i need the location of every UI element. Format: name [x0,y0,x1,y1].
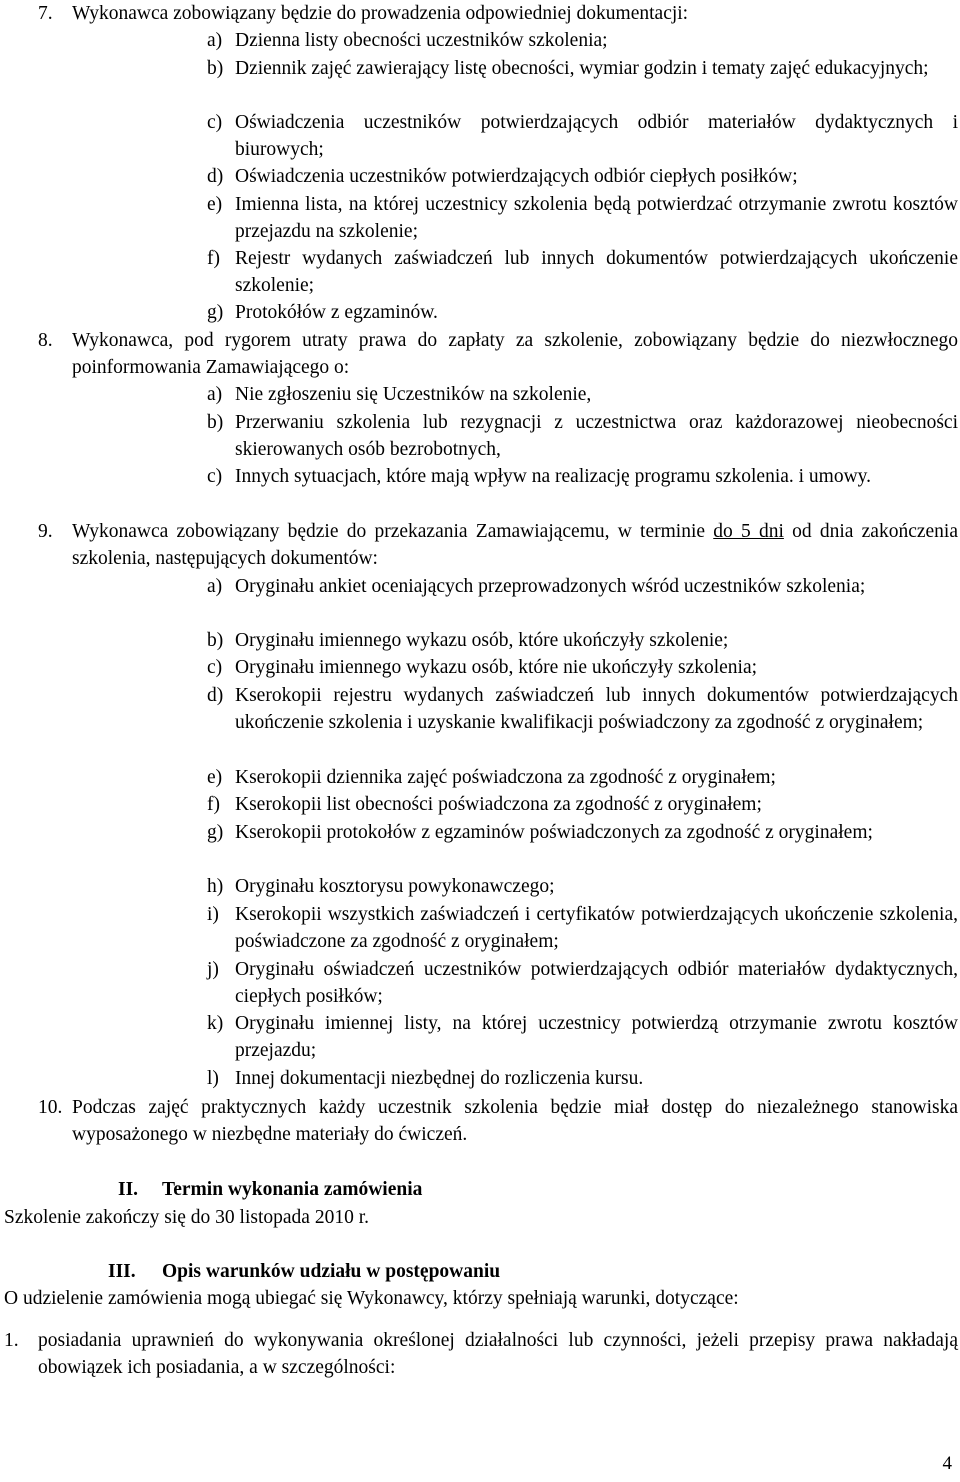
list-label: f) [207,794,220,815]
list-text: Nie zgłoszeniu się Uczestników na szkolenie, [235,384,592,405]
list-text: Imienna lista, na której uczestnicy szkolenia będą potwierdzać otrzymanie zwrotu kosztów przejazdu na szkolenie; [235,194,958,242]
list-text: Oryginału imiennego wykazu osób, które ukończyły szkolenie; [235,630,729,651]
list-item [207,381,958,408]
list-text: Rejestr wydanych zaświadczeń lub innych dokumentów potwierdzających ukończenie szkolenie; [235,248,958,296]
list-label: a) [207,30,223,51]
list-label: k) [207,1013,224,1034]
list-label: g) [207,822,224,843]
section-7-title: Wykonawca zobowiązany będzie do prowadzenia odpowiedniej dokumentacji: [72,3,689,24]
list-label: c) [207,466,223,487]
list-text: Kserokopii wszystkich zaświadczeń i certyfikatów potwierdzających ukończenie szkolenia, poświadczone za zgodność z oryginałem; [235,904,958,952]
part-ii-roman: II. [118,1179,139,1200]
list-label: b) [207,412,224,433]
section-8-number: 8. [38,330,53,351]
part-iii-point-number: 1. [4,1330,19,1351]
page-number: 4 [942,1453,952,1474]
list-label: i) [207,904,219,925]
section-10-number: 10. [38,1097,63,1118]
list-text: Kserokopii dziennika zajęć poświadczona za zgodność z oryginałem; [235,767,776,788]
list-item [207,764,958,791]
list-item [207,27,958,54]
list-label: l) [207,1068,219,1089]
list-text: Oryginału imiennej listy, na której uczestnicy potwierdzą otrzymanie zwrotu kosztów przejazdu; [235,1013,958,1061]
list-text: Oryginału kosztorysu powykonawczego; [235,876,555,897]
list-text: Oryginału oświadczeń uczestników potwierdzających odbiór materiałów dydaktycznych, ciepłych posiłków; [235,959,958,1007]
list-text: Kserokopii protokołów z egzaminów poświadczonych za zgodność z oryginałem; [235,822,873,843]
list-text: Przerwaniu szkolenia lub rezygnacji z uczestnictwa oraz każdorazowej nieobecności skierowanych osób bezrobotnych, [235,412,958,460]
list-item [207,163,958,190]
part-ii-heading: Termin wykonania zamówienia [162,1179,423,1200]
list-item [207,245,958,299]
part-iii-text: O udzielenie zamówienia mogą ubiegać się Wykonawcy, którzy spełniają warunki, dotyczące: [4,1288,739,1309]
list-label: a) [207,576,223,597]
list-text: Oryginału imiennego wykazu osób, które nie ukończyły szkolenia; [235,657,758,678]
list-label: g) [207,302,224,323]
list-label: e) [207,767,223,788]
list-item [207,55,958,82]
list-text: Oświadczenia uczestników potwierdzających odbiór materiałów dydaktycznych i biurowych; [235,112,958,160]
list-label: c) [207,112,223,133]
list-text: Innej dokumentacji niezbędnej do rozliczenia kursu. [235,1068,644,1089]
list-item [207,1010,958,1064]
list-item [207,956,958,1010]
list-text: Dziennik zajęć zawierający listę obecności, wymiar godzin i tematy zajęć edukacyjnych; [235,58,929,79]
list-text: Dzienna listy obecności uczestników szkolenia; [235,30,608,51]
deadline-underlined: do 5 dni [713,521,784,542]
list-label: c) [207,657,223,678]
section-9-title-start: Wykonawca zobowiązany będzie do przekazania Zamawiającemu, w terminie [72,521,714,542]
list-text: Kserokopii list obecności poświadczona za zgodność z oryginałem; [235,794,762,815]
part-ii-text: Szkolenie zakończy się do 30 listopada 2010 r. [4,1207,369,1228]
list-item [207,819,958,846]
list-item [207,463,958,490]
list-item [207,573,958,600]
list-text: Protokółów z egzaminów. [235,302,438,323]
part-iii-roman: III. [108,1261,136,1282]
list-label: h) [207,876,224,897]
list-item [207,873,958,900]
section-8-title: Wykonawca, pod rygorem utraty prawa do zapłaty za szkolenie, zobowiązany będzie do niezwłocznego poinformowania Zamawiającego o: [72,330,958,378]
part-iii-heading: Opis warunków udziału w postępowaniu [162,1261,501,1282]
list-item [207,299,958,326]
section-10-text: Podczas zajęć praktycznych każdy uczestnik szkolenia będzie miał dostęp do niezależnego stanowiska wyposażonego w niezbędne materiały do ćwiczeń. [72,1097,958,1145]
list-label: b) [207,630,224,651]
list-item [207,682,958,736]
list-text: Innych sytuacjach, które mają wpływ na realizację programu szkolenia. i umowy. [235,466,872,487]
list-item [207,791,958,818]
list-label: b) [207,58,224,79]
list-item [207,409,958,463]
list-label: f) [207,248,220,269]
list-label: d) [207,166,224,187]
list-label: a) [207,384,223,405]
section-9-title-end: od dnia zakończenia szkolenia, następujących dokumentów: [72,521,959,569]
section-9-number: 9. [38,521,53,542]
list-item [207,1065,958,1092]
section-9-title [72,518,958,572]
list-text: Oryginału ankiet oceniających przeprowadzonych wśród uczestników szkolenia; [235,576,866,597]
list-item [207,654,958,681]
list-item [207,191,958,245]
list-text: Kserokopii rejestru wydanych zaświadczeń lub innych dokumentów potwierdzających ukończenie szkolenia i uzyskanie kwalifikacji poświadczony za zgodność z oryginałem; [235,685,958,733]
section-7-number: 7. [38,3,53,24]
list-label: e) [207,194,223,215]
list-label: d) [207,685,224,706]
list-text: Oświadczenia uczestników potwierdzających odbiór ciepłych posiłków; [235,166,798,187]
list-label: j) [207,959,219,980]
part-iii-point-text: posiadania uprawnień do wykonywania określonej działalności lub czynności, jeżeli przepisy prawa nakładają obowiązek ich posiadania, a w szczególności: [38,1330,958,1378]
list-item [207,901,958,955]
list-item [207,109,958,163]
list-item [207,627,958,654]
